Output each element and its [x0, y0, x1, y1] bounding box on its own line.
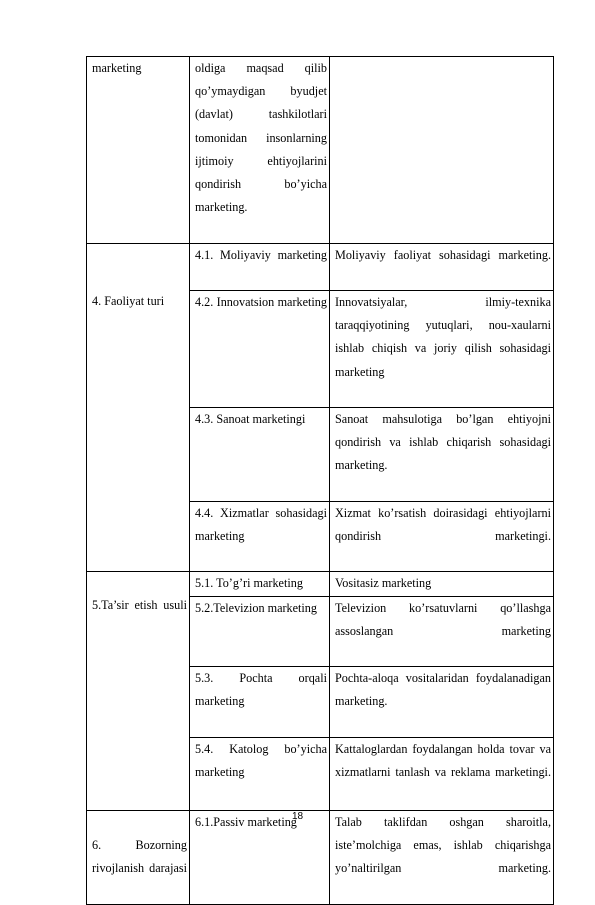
table-row — [87, 810, 554, 904]
table-cell: marketing — [87, 57, 190, 244]
table-cell: 4.4. Xizmatlar sohasidagi marketing — [190, 501, 330, 572]
table-row — [87, 57, 554, 244]
table-row — [87, 572, 554, 596]
group-label-cell — [87, 810, 190, 904]
table-cell: 4.3. Sanoat marketingi — [190, 408, 330, 502]
table-cell: Talab taklifdan oshgan sharoitla, iste’molchiga emas, ishlab chiqarishga yo’naltirilgan marketing. — [330, 810, 554, 904]
group-label-cell — [87, 243, 190, 572]
marketing-classification-table — [86, 56, 554, 905]
table-cell — [330, 57, 554, 244]
group-label-cell — [87, 572, 190, 810]
table-row — [87, 243, 554, 290]
table-cell: Innovatsiyalar, ilmiy-texnika taraqqiyotining yutuqlari, nou-xaularni ishlab chiqish va joriy qilish sohasidagi marketing — [330, 291, 554, 408]
table-cell: Pochta-aloqa vositalaridan foydalanadigan marketing. — [330, 667, 554, 738]
table-cell: 4.1. Moliyaviy marketing — [190, 243, 330, 290]
table-cell: Moliyaviy faoliyat sohasidagi marketing. — [330, 243, 554, 290]
table-cell: Vositasiz marketing — [330, 572, 554, 596]
table-cell: oldiga maqsad qilib qo’ymaydigan byudjet (davlat) tashkilotlari tomonidan insonlarning ijtimoiy ehtiyojlarini qondirish bo’yicha marketing. — [190, 57, 330, 244]
table-cell: Xizmat ko’rsatish doirasidagi ehtiyojlarni qondirish marketingi. — [330, 501, 554, 572]
page-number: 18 — [291, 811, 304, 822]
table-cell: Kattaloglardan foydalangan holda tovar va xizmatlarni tanlash va reklama marketingi. — [330, 737, 554, 810]
group-label: 5.Ta’sir etish usuli — [92, 598, 187, 613]
table-cell: 5.3. Pochta orqali marketing — [190, 667, 330, 738]
table-cell: 4.2. Innovatsion marketing — [190, 291, 330, 408]
group-label: 6. Bozorning rivojlanish darajasi — [92, 837, 187, 876]
table-cell: Sanoat mahsulotiga bo’lgan ehtiyojni qondirish va ishlab chiqarish sohasidagi marketing. — [330, 408, 554, 502]
table-cell: 5.1. To’g’ri marketing — [190, 572, 330, 596]
table-cell: Televizion ko’rsatuvlarni qo’llashga assoslangan marketing — [330, 596, 554, 667]
table-cell: 5.4. Katolog bo’yicha marketing — [190, 737, 330, 810]
table-cell: 6.1.Passiv marketing — [190, 810, 330, 904]
table-cell: 5.2.Televizion marketing — [190, 596, 330, 667]
group-label: 4. Faoliyat turi — [92, 293, 165, 308]
